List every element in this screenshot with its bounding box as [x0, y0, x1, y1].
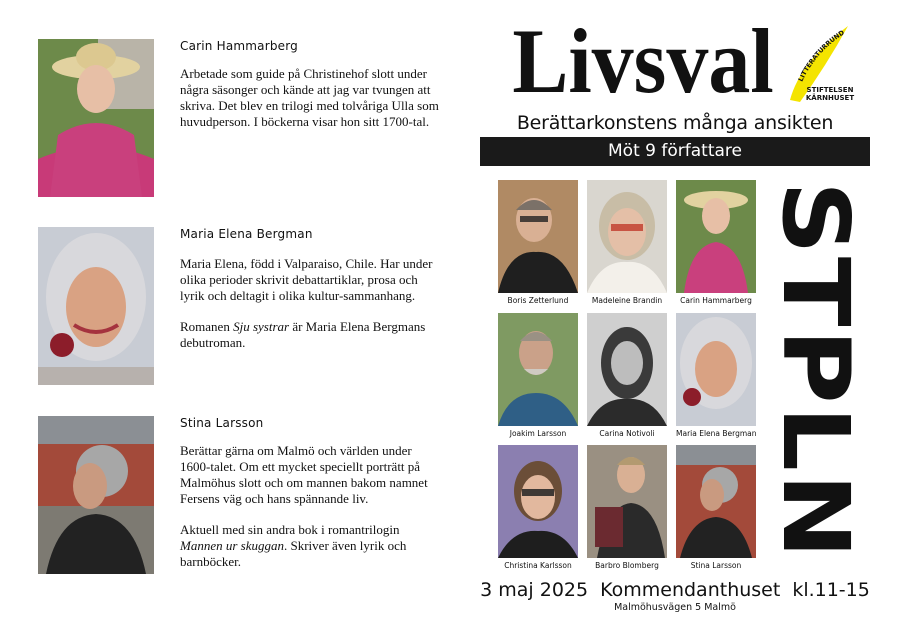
author-name: Christina Karlsson: [504, 561, 572, 570]
author-photo: [676, 445, 756, 558]
author-card: [498, 180, 578, 305]
author-name: Madeleine Brandin: [591, 296, 663, 305]
author-card: [587, 313, 667, 438]
bio-paragraph: Maria Elena, född i Valparaiso, Chile. Har under olika perioder skrivit debattartiklar, prosa och lyrik och deltagit i olika kultur-sammanhang.: [180, 256, 433, 303]
author-name: Maria Elena Bergman: [676, 429, 757, 438]
author-photo: [498, 445, 578, 558]
svg-text:KÄRNHUSET: KÄRNHUSET: [805, 94, 855, 102]
author-card: [587, 180, 667, 305]
author-photo: [587, 445, 667, 558]
author-name: Joakim Larsson: [509, 429, 567, 438]
author-photo: [587, 313, 667, 426]
author-name: Carina Notivoli: [599, 429, 655, 438]
author-photo: [676, 180, 756, 293]
author-card: [587, 445, 667, 570]
author-card: [676, 445, 756, 570]
event-subtitle: Berättarkonstens många ansikten: [516, 112, 834, 134]
bio-text: [180, 66, 440, 145]
stpln-vertical-logo: [762, 178, 870, 564]
author-card: [498, 313, 578, 438]
event-banner: Möt 9 författare: [480, 137, 870, 166]
author-name: Boris Zetterlund: [507, 296, 569, 305]
bio-name: Maria Elena Bergman: [180, 227, 313, 241]
event-title-text: Livsval: [512, 10, 774, 114]
book-title: Sju systrar: [233, 319, 290, 334]
event-venue: Kommendanthuset: [600, 579, 781, 601]
stpln-text: STPLN: [762, 181, 869, 524]
bio-name: Carin Hammarberg: [180, 39, 299, 53]
event-time: kl.11-15: [792, 579, 870, 601]
portrait-photo: [38, 227, 154, 385]
svg-text:LITTERATURRUNDAN: LITTERATURRUND: [796, 28, 846, 83]
portrait-photo: [38, 39, 154, 197]
bio-paragraph: Aktuell med sin andra bok i romantrilogin Mannen ur skuggan. Skriver även lyrik och barnböcker.: [180, 522, 407, 569]
author-photo: [498, 180, 578, 293]
event-address: Malmöhusvägen 5 Malmö: [614, 602, 736, 613]
bio-paragraph: Berättar gärna om Malmö och världen under 1600-talet. Om ett mycket speciellt porträtt på Malmöhus slott och om mannen bakom namnet Fersens väg och hans spännande liv.: [180, 443, 428, 506]
stiftelsen-karnhuset-logo: [786, 22, 858, 106]
bio-text: [180, 443, 440, 585]
book-title: Mannen ur skuggan: [180, 538, 284, 553]
bio-name: Stina Larsson: [180, 416, 264, 430]
bio-paragraph: Romanen Sju systrar är Maria Elena Bergmans debutroman.: [180, 319, 426, 350]
author-card: [498, 445, 578, 570]
author-name: Stina Larsson: [690, 561, 742, 570]
event-title: [512, 10, 774, 114]
author-photo: [587, 180, 667, 293]
author-card: [676, 313, 756, 438]
bio-text: [180, 256, 440, 366]
author-card: [676, 180, 756, 305]
event-details: [480, 579, 870, 601]
author-photo: [498, 313, 578, 426]
author-photo: [676, 313, 756, 426]
author-name: Carin Hammarberg: [680, 296, 752, 305]
portrait-photo: [38, 416, 154, 574]
bio-paragraph: Arbetade som guide på Christinehof slott under några säsonger och kände att jag var tvungen att skriva. Det blev en trilogi med tolvåriga Ulla som huvudperson. I böckerna visar hon sitt 1700-tal.: [180, 66, 439, 129]
author-name: Barbro Blomberg: [595, 561, 659, 570]
event-date: 3 maj 2025: [480, 579, 589, 601]
svg-text:STIFTELSEN: STIFTELSEN: [806, 86, 854, 94]
